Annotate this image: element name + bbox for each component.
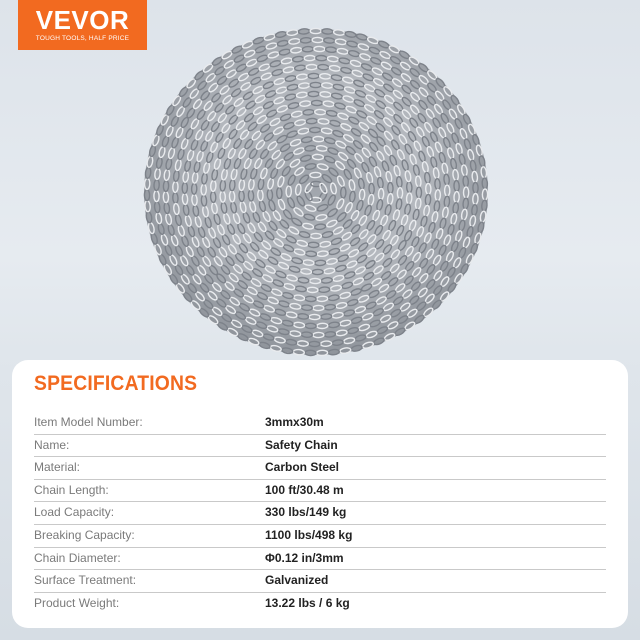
spec-row	[34, 593, 606, 615]
spec-label: Load Capacity:	[34, 505, 115, 520]
spec-value: 1100 lbs/498 kg	[265, 527, 353, 542]
spec-row	[34, 480, 606, 503]
coiled-chain-image	[141, 27, 491, 357]
spec-value: 100 ft/30.48 m	[265, 482, 344, 497]
spec-label: Material:	[34, 460, 81, 475]
spec-row	[34, 570, 606, 593]
spec-value: 13.22 lbs / 6 kg	[265, 595, 350, 610]
spec-label: Surface Treatment:	[34, 573, 137, 588]
spec-row	[34, 457, 606, 480]
spec-value: 3mmx30m	[265, 415, 324, 429]
specifications-card	[12, 360, 628, 628]
spec-label: Breaking Capacity:	[34, 527, 135, 542]
spec-value: Carbon Steel	[265, 460, 340, 475]
vevor-logo	[18, 0, 147, 50]
spec-label: Item Model Number:	[34, 415, 143, 429]
spec-label: Name:	[34, 437, 70, 452]
spec-row	[34, 435, 606, 458]
specifications-table	[34, 412, 606, 614]
spec-value: Safety Chain	[265, 437, 338, 452]
specifications-title: SPECIFICATIONS	[34, 372, 198, 395]
spec-row	[34, 548, 606, 571]
spec-label: Product Weight:	[34, 595, 120, 610]
spec-value: Φ0.12 in/3mm	[265, 550, 344, 565]
logo-tagline: TOUGH TOOLS, HALF PRICE	[35, 35, 130, 42]
spec-row	[34, 525, 606, 548]
spec-label: Chain Diameter:	[34, 550, 121, 565]
spec-value: 330 lbs/149 kg	[265, 505, 347, 520]
spec-value: Galvanized	[265, 573, 329, 588]
spec-row	[34, 502, 606, 525]
spec-label: Chain Length:	[34, 482, 109, 497]
spec-row	[34, 412, 606, 435]
product-image	[141, 27, 491, 357]
logo-brand-name: VEVOR	[35, 5, 130, 35]
